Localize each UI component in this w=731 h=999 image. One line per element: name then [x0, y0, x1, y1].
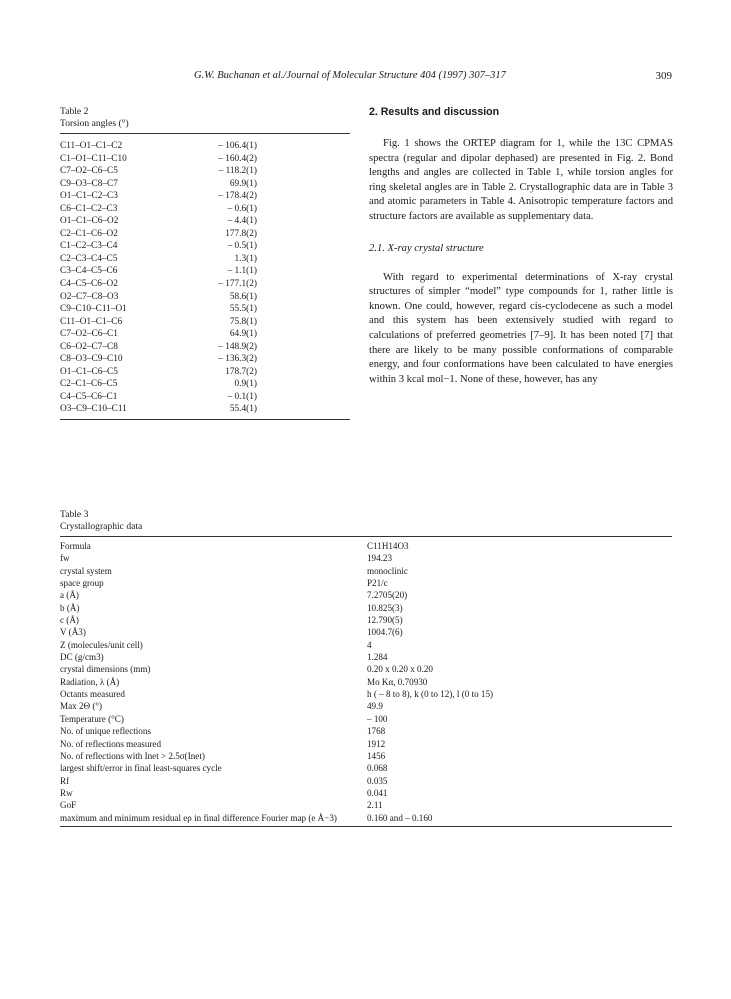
- row-label: largest shift/error in final least-squares cycle: [60, 763, 222, 774]
- table-row: [60, 403, 350, 416]
- row-value: 69.9(1): [229, 178, 257, 189]
- row-value: 1.284: [367, 652, 388, 663]
- row-label: C11–O1–C1–C2: [60, 141, 123, 151]
- table-row: [60, 775, 672, 787]
- row-value: Mo Kα, 0.70930: [367, 676, 428, 687]
- table-row: [60, 178, 350, 191]
- table-row: [60, 240, 350, 253]
- table-3-bottom-rule: [60, 826, 672, 827]
- row-value: 49.9: [367, 701, 383, 712]
- table-row: [60, 278, 350, 291]
- row-value: h ( – 8 to 8), k (0 to 12), l (0 to 15): [367, 689, 494, 700]
- row-value: 2.11: [367, 800, 383, 811]
- table-3-number: Table 3: [60, 509, 89, 520]
- row-label: C2–C1–C6–C5: [60, 379, 118, 390]
- row-value: 0.9(1): [234, 379, 257, 390]
- row-label: a (Å): [60, 590, 79, 601]
- table-row: [60, 165, 350, 178]
- table-row: [60, 565, 672, 577]
- row-value: 75.8(1): [229, 316, 257, 327]
- row-label: O1–C1–C6–O2: [60, 216, 119, 227]
- row-label: GoF: [60, 800, 77, 811]
- row-label: space group: [60, 578, 104, 589]
- row-label: C8–O3–C9–C10: [60, 354, 123, 365]
- row-value: 1768: [367, 726, 386, 737]
- table-row: [60, 663, 672, 675]
- row-label: C11–O1–C1–C6: [60, 316, 123, 327]
- table-row: [60, 265, 350, 278]
- row-label: No. of reflections measured: [60, 738, 162, 749]
- row-label: C2–C1–C6–O2: [60, 228, 118, 239]
- row-value: 1456: [367, 750, 386, 761]
- table-row: [60, 253, 350, 266]
- paragraph-1: Fig. 1 shows the ORTEP diagram for 1, while the 13C CPMAS spectra (regular and dipolar dephased) are presented in Fig. 2. Bond lengths and angles are collected in Table 1, while torsion angles for ring skeletal angles are in Table 2. Crystallographic data are in Table 3 and atomic parameters in Table 4. Anisotropic temperature factors and structure factors are available as supplementary data.: [369, 138, 673, 222]
- table-row: [60, 303, 350, 316]
- row-value: 7.2705(20): [367, 590, 408, 601]
- table-row: [60, 787, 672, 799]
- table-row: [60, 676, 672, 688]
- row-label: Temperature (°C): [60, 713, 124, 724]
- row-label: C3–C4–C5–C6: [60, 266, 118, 277]
- row-label: Max 2Θ (°): [60, 701, 103, 712]
- page-number: 309: [655, 70, 672, 82]
- row-value: 0.035: [367, 775, 388, 786]
- row-value: 55.5(1): [229, 304, 257, 315]
- row-label: No. of unique reflections: [60, 726, 151, 737]
- row-label: Octants measured: [60, 689, 125, 700]
- table-row: [60, 688, 672, 700]
- table-2-body: [60, 134, 350, 416]
- row-label: C9–O3–C8–C7: [60, 178, 118, 189]
- row-value: – 160.4(2): [218, 153, 257, 164]
- table-row: [60, 799, 672, 811]
- row-label: Rf: [60, 775, 70, 786]
- table-row: [60, 203, 350, 216]
- row-label: Formula: [60, 541, 91, 551]
- row-value: – 148.9(2): [218, 341, 257, 352]
- row-label: C7–O2–C6–C5: [60, 166, 118, 177]
- row-label: O1–C1–C2–C3: [60, 191, 118, 202]
- table-row: [60, 391, 350, 404]
- row-value: 1004.7(6): [367, 627, 403, 638]
- row-value: 4: [367, 639, 372, 650]
- right-column: [369, 105, 673, 387]
- row-label: Z (molecules/unit cell): [60, 639, 143, 650]
- row-label: b (Å): [60, 602, 80, 613]
- row-label: C1–C2–C3–C4: [60, 241, 118, 252]
- row-value: – 106.4(1): [218, 141, 257, 151]
- table-row: [60, 228, 350, 241]
- table-row: [60, 725, 672, 737]
- table-row: [60, 614, 672, 626]
- table-row: [60, 552, 672, 564]
- row-label: C9–C10–C11–O1: [60, 304, 127, 315]
- row-value: P21/c: [367, 578, 388, 589]
- row-value: 55.4(1): [229, 404, 257, 415]
- table-row: [60, 700, 672, 712]
- table-2: [60, 106, 350, 420]
- table-row: [60, 328, 350, 341]
- row-value: C11H14O3: [367, 541, 409, 551]
- section-heading: 2. Results and discussion: [369, 106, 500, 118]
- table-row: [60, 750, 672, 762]
- row-label: crystal dimensions (mm): [60, 664, 151, 675]
- subsection-heading: 2.1. X-ray crystal structure: [369, 242, 484, 254]
- row-label: Radiation, λ (Å): [60, 676, 120, 687]
- row-value: – 177.1(2): [218, 279, 257, 290]
- table-3-caption: Crystallographic data: [60, 521, 143, 532]
- table-row: [60, 316, 350, 329]
- table-row: [60, 215, 350, 228]
- table-row: [60, 589, 672, 601]
- row-value: 64.9(1): [229, 329, 257, 340]
- table-row: [60, 190, 350, 203]
- row-label: O2–C7–C8–O3: [60, 291, 119, 302]
- row-value: – 100: [367, 713, 388, 724]
- row-value: 0.160 and – 0.160: [367, 812, 433, 823]
- row-value: – 118.2(1): [218, 166, 257, 177]
- table-row: [60, 353, 350, 366]
- row-label: C6–C1–C2–C3: [60, 203, 118, 214]
- row-label: maximum and minimum residual eρ in final difference Fourier map (e Å−3): [60, 812, 337, 823]
- row-label: O1–C1–C6–C5: [60, 366, 118, 377]
- row-value: 1.3(1): [234, 253, 257, 264]
- table-3-body: [60, 537, 672, 824]
- row-value: 177.8(2): [225, 228, 257, 239]
- table-2-number: Table 2: [60, 106, 89, 117]
- row-value: 194.23: [367, 553, 393, 564]
- row-value: 12.790(5): [367, 615, 403, 626]
- row-label: Rw: [60, 787, 73, 798]
- row-value: – 1.1(1): [227, 266, 257, 277]
- table-row: [60, 602, 672, 614]
- table-row: [60, 651, 672, 663]
- row-value: – 0.6(1): [227, 203, 257, 214]
- table-row: [60, 812, 672, 824]
- row-label: C4–C5–C6–C1: [60, 391, 118, 402]
- table-row: [60, 738, 672, 750]
- row-label: fw: [60, 553, 70, 564]
- row-label: O3–C9–C10–C11: [60, 404, 127, 415]
- row-value: 1912: [367, 738, 386, 749]
- table-row: [60, 366, 350, 379]
- table-row: [60, 639, 672, 651]
- row-label: crystal system: [60, 565, 112, 576]
- row-value: – 4.4(1): [227, 216, 257, 227]
- table-row: [60, 626, 672, 638]
- table-row: [60, 713, 672, 725]
- row-value: – 0.1(1): [227, 391, 257, 402]
- row-value: 0.041: [367, 787, 388, 798]
- row-label: C2–C3–C4–C5: [60, 253, 118, 264]
- table-row: [60, 341, 350, 354]
- table-2-caption: Torsion angles (°): [60, 118, 129, 129]
- table-row: [60, 577, 672, 589]
- running-header: [60, 70, 672, 84]
- row-label: V (Å3): [60, 627, 86, 638]
- table-row: [60, 540, 672, 552]
- row-label: C4–C5–C6–O2: [60, 279, 118, 290]
- running-head: G.W. Buchanan et al./Journal of Molecular Structure 404 (1997) 307–317: [194, 70, 506, 81]
- table-row: [60, 762, 672, 774]
- table-row: [60, 140, 350, 153]
- row-value: 58.6(1): [229, 291, 257, 302]
- table-2-bottom-rule: [60, 419, 350, 420]
- table-row: [60, 378, 350, 391]
- row-label: C1–O1–C11–C10: [60, 153, 127, 164]
- row-label: C6–O2–C7–C8: [60, 341, 118, 352]
- row-label: c (Å): [60, 615, 79, 626]
- table-row: [60, 291, 350, 304]
- row-label: C7–O2–C6–C1: [60, 329, 118, 340]
- row-value: monoclinic: [367, 565, 408, 576]
- row-value: 0.068: [367, 763, 388, 774]
- row-label: DC (g/cm3): [60, 652, 104, 663]
- row-value: – 136.3(2): [218, 354, 257, 365]
- row-label: No. of reflections with Inet > 2.5σ(Inet): [60, 750, 205, 761]
- table-row: [60, 153, 350, 166]
- paragraph-2: With regard to experimental determinations of X-ray crystal structures of simpler “model” type compounds for 1, rather little is known. One could, however, regard cis-cyclodecene as such a model and this system has been extensively studied with regard to calculations of preferred geometries [7–9]. It has been noted [7] that there are likely to be many possible conformations of comparable energy, and four conformations have been calculated to have energies within 3 kcal mol−1. None of these, however, has any: [369, 271, 673, 385]
- table-3: [60, 509, 672, 827]
- row-value: – 0.5(1): [227, 241, 257, 252]
- row-value: 0.20 x 0.20 x 0.20: [367, 664, 433, 675]
- row-value: 178.7(2): [225, 366, 257, 377]
- row-value: 10.825(3): [367, 602, 403, 613]
- row-value: – 178.4(2): [218, 191, 257, 202]
